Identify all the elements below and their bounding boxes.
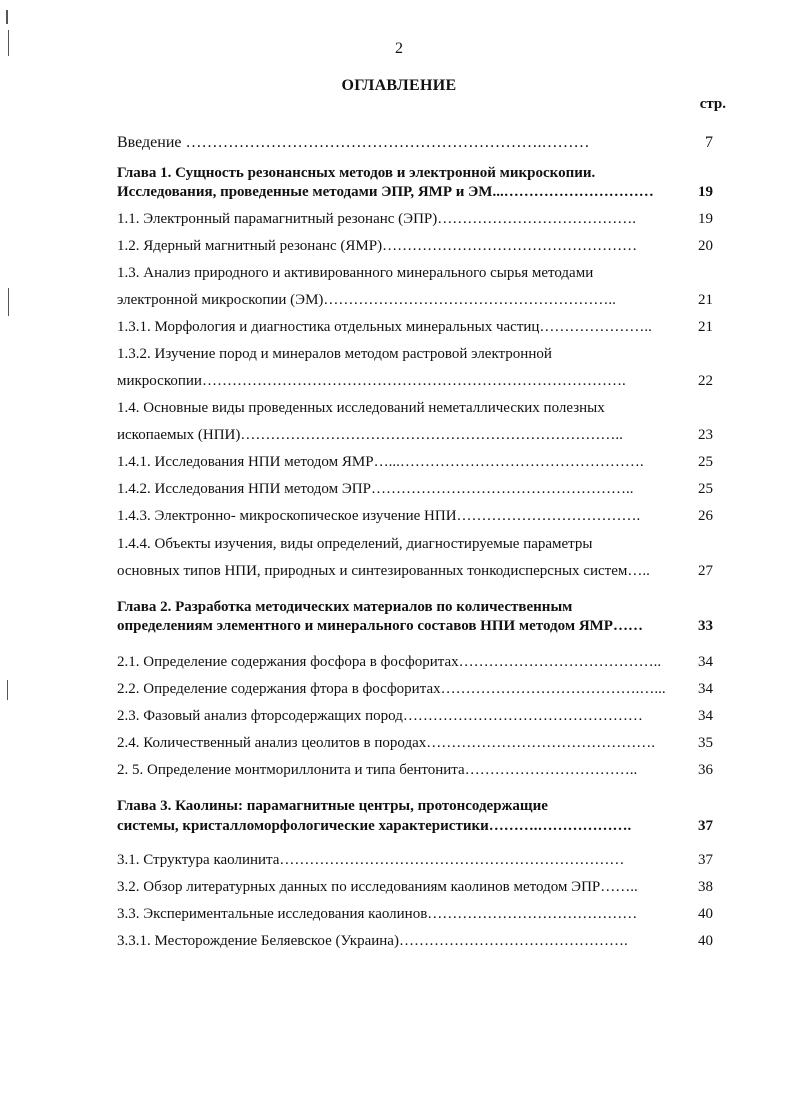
toc-entry-page: 37 — [698, 818, 713, 834]
toc-entry-page: 40 — [698, 933, 713, 949]
toc-chapter-1-heading-cont — [117, 184, 713, 201]
toc-entry-3-3-1 — [117, 933, 713, 950]
scan-mark — [7, 680, 8, 700]
toc-entry-text: 1.4.4. Объекты изучения, виды определений, диагностируемые параметры — [117, 536, 593, 552]
toc-entry-text: 1.1. Электронный парамагнитный резонанс (ЭПР)…………………………………. — [117, 211, 636, 227]
toc-entry-text: Глава 3. Каолины: парамагнитные центры, протонсодержащие — [117, 798, 548, 814]
toc-entry-page: 37 — [698, 852, 713, 868]
toc-entry-page: 23 — [698, 427, 713, 443]
toc-entry-page: 20 — [698, 238, 713, 254]
toc-entry-1-4-4-cont — [117, 563, 713, 580]
toc-entry-text: 2. 5. Определение монтмориллонита и типа бентонита…………………………….. — [117, 762, 638, 778]
toc-entry-text: 1.2. Ядерный магнитный резонанс (ЯМР)…………………………………………… — [117, 238, 638, 254]
toc-entry-page: 27 — [698, 563, 713, 579]
toc-entry-1-3-1 — [117, 319, 713, 336]
toc-chapter-3-heading — [117, 798, 713, 815]
toc-entry-text: 3.3. Экспериментальные исследования каолинов…………………………………… — [117, 906, 638, 922]
scan-mark — [6, 10, 8, 24]
toc-entry-1-4-3 — [117, 508, 713, 525]
toc-entry-page: 21 — [698, 319, 713, 335]
toc-entry-page: 7 — [705, 134, 713, 151]
toc-entry-page: 38 — [698, 879, 713, 895]
toc-entry-text: 2.1. Определение содержания фосфора в фосфоритах………………………………….. — [117, 654, 662, 670]
toc-entry-1-1 — [117, 211, 713, 228]
toc-entry-1-3-cont — [117, 292, 713, 309]
toc-entry-text: электронной микроскопии (ЭМ)………………………………………………….. — [117, 292, 616, 308]
toc-entry-page: 34 — [698, 708, 713, 724]
toc-entry-text: 3.1. Структура каолинита…………………………………………………………… — [117, 852, 625, 868]
toc-entry-text: Введение ………………………………………………………….……… — [117, 134, 590, 151]
toc-entry-1-4-2 — [117, 481, 713, 498]
toc-entry-3-1 — [117, 852, 713, 869]
toc-entry-text: 1.3.2. Изучение пород и минералов методом растровой электронной — [117, 346, 552, 362]
page-column-label: стр. — [699, 96, 726, 112]
toc-entry-page: 19 — [698, 184, 713, 200]
toc-entry-page: 22 — [698, 373, 713, 389]
toc-entry-1-3-2-cont — [117, 373, 713, 390]
toc-entry-text: 1.3.1. Морфология и диагностика отдельных минеральных частиц………………….. — [117, 319, 652, 335]
toc-chapter-2-heading — [117, 599, 713, 616]
toc-title: ОГЛАВЛЕНИЕ — [341, 77, 457, 94]
scan-mark — [8, 288, 9, 316]
toc-entry-page: 21 — [698, 292, 713, 308]
toc-entry-page: 25 — [698, 481, 713, 497]
toc-entry-2-4 — [117, 735, 713, 752]
toc-entry-text: 1.4.2. Исследования НПИ методом ЭПР…………………………………………….. — [117, 481, 634, 497]
toc-entry-text: основных типов НПИ, природных и синтезированных тонкодисперсных систем….. — [117, 563, 650, 579]
toc-entry-page: 40 — [698, 906, 713, 922]
toc-entry-1-3-2 — [117, 346, 713, 363]
toc-entry-2-1 — [117, 654, 713, 671]
toc-entry-page: 25 — [698, 454, 713, 470]
toc-entry-text: 1.4. Основные виды проведенных исследований неметаллических полезных — [117, 400, 605, 416]
toc-entry-3-3 — [117, 906, 713, 923]
toc-entry-text: 3.2. Обзор литературных данных по исследованиям каолинов методом ЭПР…….. — [117, 879, 638, 895]
toc-entry-1-4-cont — [117, 427, 713, 444]
toc-entry-text: 1.4.1. Исследования НПИ методом ЯМР…...…………………………………………. — [117, 454, 644, 470]
toc-chapter-3-heading-cont — [117, 818, 713, 835]
toc-entry-1-2 — [117, 238, 713, 255]
toc-entry-introduction — [117, 134, 713, 152]
toc-entry-text: 2.3. Фазовый анализ фторсодержащих пород………………………………………… — [117, 708, 643, 724]
toc-entry-text: 1.3. Анализ природного и активированного минерального сырья методами — [117, 265, 594, 281]
toc-entry-page: 35 — [698, 735, 713, 751]
page-number: 2 — [395, 40, 403, 57]
toc-entry-text: 3.3.1. Месторождение Беляевское (Украина)………………………………………. — [117, 933, 628, 949]
toc-chapter-2-heading-cont — [117, 618, 713, 635]
toc-entry-2-3 — [117, 708, 713, 725]
toc-entry-1-4-4 — [117, 536, 713, 553]
toc-entry-text: 1.4.3. Электронно- микроскопическое изучение НПИ………………………………. — [117, 508, 641, 524]
toc-entry-2-2 — [117, 681, 713, 698]
scan-mark — [8, 30, 9, 56]
toc-entry-text: 2.2. Определение содержания фтора в фосфоритах………………………………….…... — [117, 681, 666, 697]
toc-entry-1-4 — [117, 400, 713, 417]
toc-entry-text: ископаемых (НПИ)………………………………………………………………….. — [117, 427, 623, 443]
toc-entry-text: Глава 1. Сущность резонансных методов и электронной микроскопии. — [117, 165, 596, 181]
toc-entry-page: 34 — [698, 681, 713, 697]
toc-entry-page: 26 — [698, 508, 713, 524]
toc-entry-text: микроскопии…………………………………………………………………………. — [117, 373, 626, 389]
toc-entry-text: системы, кристалломорфологические характеристики……….………………. — [117, 818, 632, 834]
toc-entry-page: 34 — [698, 654, 713, 670]
toc-entry-text: Глава 2. Разработка методических материалов по количественным — [117, 599, 573, 615]
toc-entry-1-4-1 — [117, 454, 713, 471]
toc-entry-page: 36 — [698, 762, 713, 778]
toc-entry-page: 33 — [698, 618, 713, 634]
toc-entry-page: 19 — [698, 211, 713, 227]
toc-chapter-1-heading — [117, 165, 713, 182]
toc-entry-3-2 — [117, 879, 713, 896]
toc-entry-text: Исследования, проведенные методами ЭПР, ЯМР и ЭМ...………………………… — [117, 184, 654, 200]
toc-entry-text: 2.4. Количественный анализ цеолитов в породах………………………………………. — [117, 735, 655, 751]
toc-entry-2-5 — [117, 762, 713, 779]
toc-entry-text: определениям элементного и минерального составов НПИ методом ЯМР…… — [117, 618, 643, 634]
toc-entry-1-3 — [117, 265, 713, 282]
